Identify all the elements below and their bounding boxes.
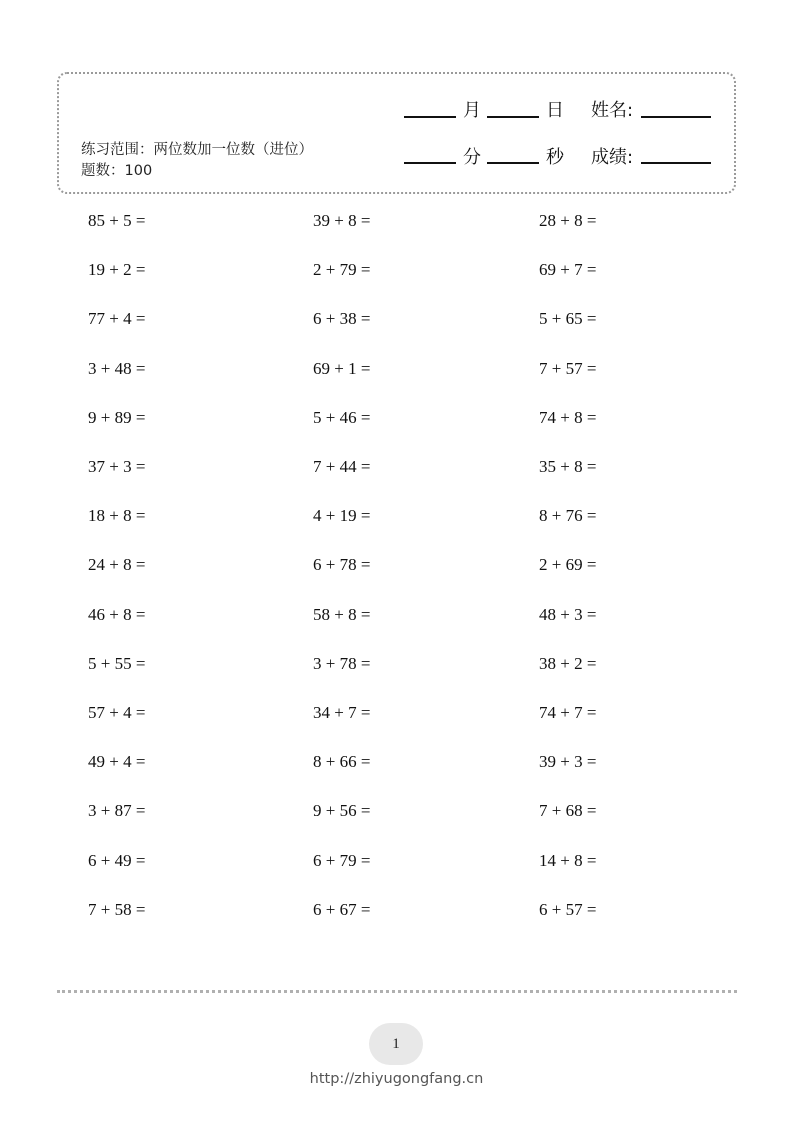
problem-item: 2 + 69 = xyxy=(539,555,597,575)
second-label: 秒 xyxy=(546,147,564,168)
problem-item: 74 + 7 = xyxy=(539,703,597,722)
site-url: http://zhiyugongfang.cn xyxy=(309,1071,484,1087)
problem-item: 85 + 5 = xyxy=(88,211,146,230)
footer-divider xyxy=(57,990,737,993)
day-label: 日 xyxy=(546,100,564,121)
problem-item: 46 + 8 = xyxy=(88,604,146,624)
problem-item: 9 + 89 = xyxy=(88,407,146,427)
problem-item: 8 + 66 = xyxy=(313,752,371,772)
problem-item: 34 + 7 = xyxy=(313,703,371,722)
problem-item: 69 + 7 = xyxy=(539,260,597,280)
problem-item: 9 + 56 = xyxy=(313,801,371,821)
problem-item: 2 + 79 = xyxy=(313,260,371,280)
page-number: 1 xyxy=(369,1023,423,1065)
problem-item: 6 + 79 = xyxy=(313,850,371,870)
problem-item: 48 + 3 = xyxy=(539,604,597,624)
problem-item: 6 + 67 = xyxy=(313,899,371,919)
name-label: 姓名: xyxy=(591,100,634,121)
problem-item: 77 + 4 = xyxy=(88,309,146,329)
month-label: 月 xyxy=(463,100,481,121)
problem-item: 49 + 4 = xyxy=(88,752,146,772)
problem-item: 3 + 48 = xyxy=(88,358,146,378)
problem-item: 7 + 58 = xyxy=(88,899,146,919)
problem-item: 7 + 57 = xyxy=(539,358,597,378)
problem-item: 38 + 2 = xyxy=(539,653,597,673)
problem-item: 3 + 78 = xyxy=(313,653,371,673)
problem-item: 14 + 8 = xyxy=(539,850,597,870)
problem-item: 39 + 3 = xyxy=(539,752,597,772)
problem-item: 19 + 2 = xyxy=(88,260,146,280)
problem-item: 74 + 8 = xyxy=(539,407,597,427)
problem-item: 5 + 55 = xyxy=(88,653,146,673)
problem-item: 57 + 4 = xyxy=(88,703,146,722)
problem-item: 4 + 19 = xyxy=(313,506,371,526)
problem-item: 24 + 8 = xyxy=(88,555,146,575)
problem-item: 6 + 38 = xyxy=(313,309,371,329)
problem-item: 6 + 49 = xyxy=(88,850,146,870)
problem-item: 69 + 1 = xyxy=(313,358,371,378)
problem-item: 18 + 8 = xyxy=(88,506,146,526)
problem-item: 7 + 68 = xyxy=(539,801,597,821)
problem-item: 39 + 8 = xyxy=(313,211,371,230)
problem-item: 6 + 78 = xyxy=(313,555,371,575)
problem-item: 37 + 3 = xyxy=(88,457,146,476)
problem-item: 58 + 8 = xyxy=(313,604,371,624)
problem-item: 3 + 87 = xyxy=(88,801,146,821)
practice-scope: 练习范围：两位数加一位数（进位） 题数：100 xyxy=(81,142,313,179)
problem-item: 35 + 8 = xyxy=(539,457,597,476)
score-label: 成绩: xyxy=(591,147,634,168)
problem-item: 28 + 8 = xyxy=(539,211,597,230)
problem-item: 8 + 76 = xyxy=(539,506,597,526)
problem-item: 7 + 44 = xyxy=(313,457,371,476)
problem-item: 5 + 65 = xyxy=(539,309,597,329)
minute-label: 分 xyxy=(463,147,481,168)
problem-item: 6 + 57 = xyxy=(539,899,597,919)
problem-item: 5 + 46 = xyxy=(313,407,371,427)
